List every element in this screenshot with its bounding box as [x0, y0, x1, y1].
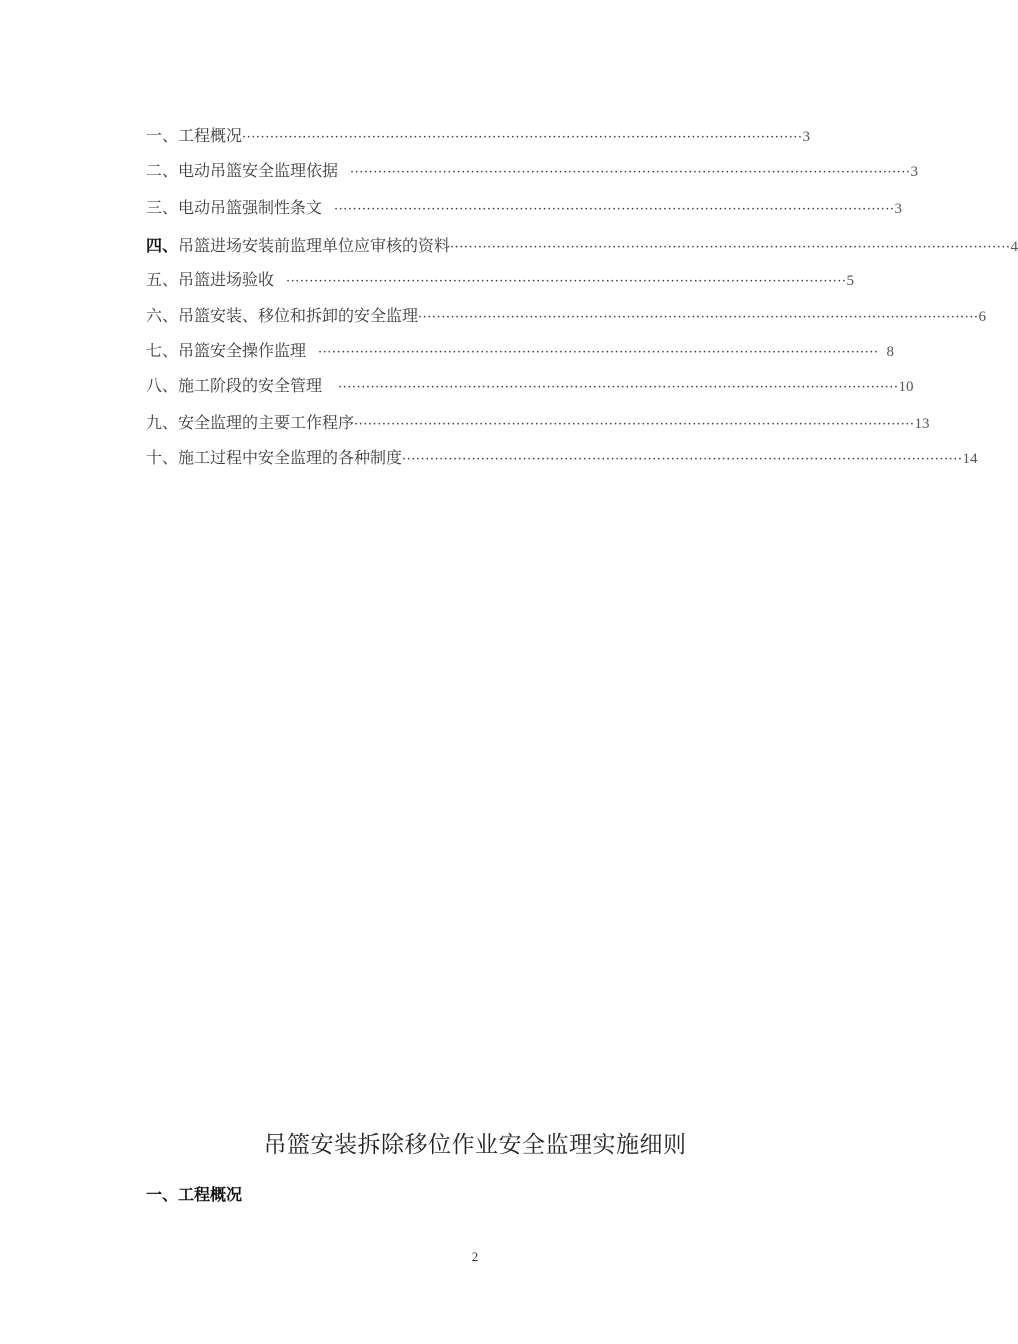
toc-entry-title: 施工阶段的安全管理: [178, 376, 323, 395]
toc-entry-page: 3: [802, 129, 811, 145]
toc-leader-dots: ·························································································································: [354, 417, 915, 432]
toc-entry-page: 14: [962, 451, 978, 467]
toc-entry-title: 安全监理的主要工作程序: [178, 413, 355, 432]
toc-entry[interactable]: [146, 304, 987, 328]
toc-entry[interactable]: [146, 159, 919, 183]
toc-leader-dots: ·························································································································: [402, 452, 963, 467]
toc-leader-dots: ·························································································································: [286, 274, 847, 289]
toc-entry-number: 二、: [146, 161, 179, 180]
toc-entry[interactable]: [146, 268, 855, 292]
toc-entry-page: 10: [898, 379, 914, 395]
toc-entry-title: 吊篮安全操作监理: [178, 341, 307, 360]
toc-entry-number: 七、: [146, 341, 179, 360]
toc-entry[interactable]: [146, 234, 1018, 258]
toc-leader-dots: ·························································································································: [450, 240, 1011, 255]
toc-entry-number: 四、: [146, 236, 179, 255]
toc-entry-title: 吊篮安装、移位和拆卸的安全监理: [178, 306, 419, 325]
toc-entry-title: 吊篮进场安装前监理单位应审核的资料: [178, 236, 451, 255]
toc-entry[interactable]: [146, 339, 895, 363]
section-heading: 一、工程概况: [146, 1185, 243, 1204]
toc-entry-number: 九、: [146, 413, 179, 432]
document-title: 吊篮安装拆除移位作业安全监理实施细则: [263, 1132, 687, 1158]
toc-entry-number: 六、: [146, 306, 179, 325]
toc-leader-dots: ·························································································································: [418, 310, 979, 325]
toc-leader-dots: ·························································································································: [334, 202, 895, 217]
toc-entry-title: 施工过程中安全监理的各种制度: [178, 448, 403, 467]
toc-entry-page: 3: [894, 201, 903, 217]
toc-entry-number: 三、: [146, 198, 179, 217]
toc-leader-dots: ·························································································································: [350, 165, 911, 180]
toc-entry-page: 6: [978, 309, 987, 325]
toc-entry-number: 十、: [146, 448, 179, 467]
toc-entry-number: 八、: [146, 376, 179, 395]
toc-leader-dots: ·························································································································: [242, 130, 803, 145]
toc-entry[interactable]: [146, 411, 930, 435]
toc-entry-title: 电动吊篮强制性条文: [178, 198, 323, 217]
toc-entry-number: 一、: [146, 126, 179, 145]
toc-entry-page: 3: [910, 164, 919, 180]
toc-leader-dots: ·························································································································: [318, 345, 879, 360]
toc-leader-dots: ·························································································································: [338, 380, 899, 395]
toc-entry-title: 电动吊篮安全监理依据: [178, 161, 339, 180]
toc-entry[interactable]: [146, 446, 978, 470]
toc-entry[interactable]: [146, 374, 914, 398]
toc-entry[interactable]: [146, 124, 811, 148]
toc-entry-page: 8: [886, 344, 895, 360]
toc-entry[interactable]: [146, 196, 903, 220]
toc-entry-number: 五、: [146, 270, 179, 289]
toc-entry-title: 工程概况: [178, 126, 243, 145]
toc-entry-page: 4: [1010, 239, 1018, 255]
toc-entry-page: 5: [846, 273, 855, 289]
footer-page-number: 2: [471, 1249, 479, 1264]
toc-entry-title: 吊篮进场验收: [178, 270, 275, 289]
toc-entry-page: 13: [914, 416, 930, 432]
